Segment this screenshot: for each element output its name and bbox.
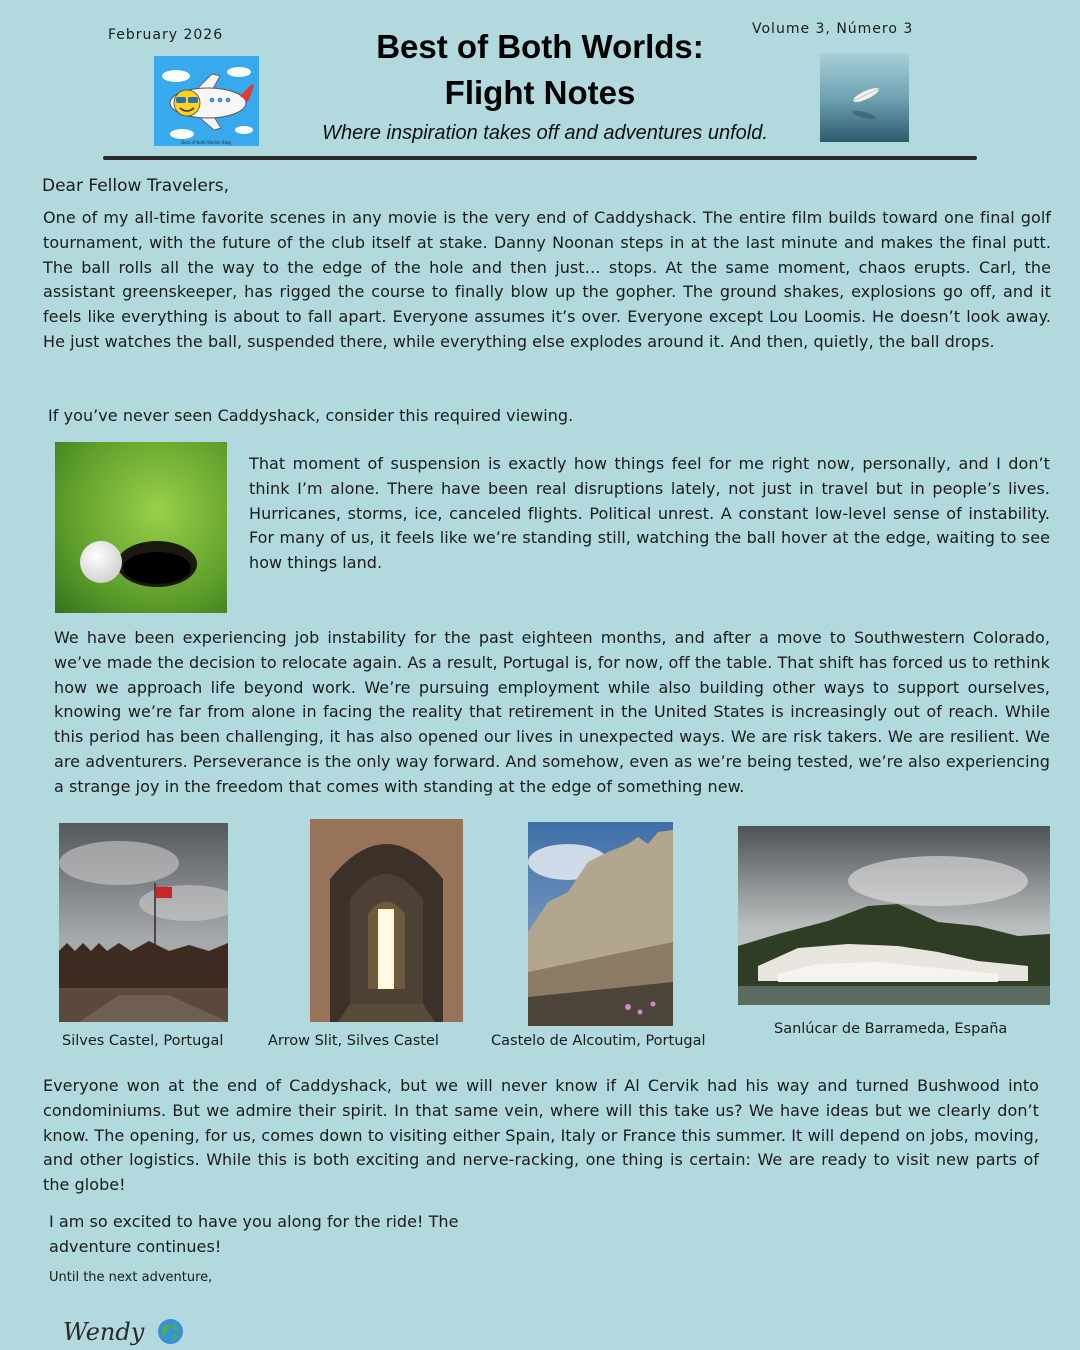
newsletter-title [300,24,780,116]
paragraph-4: We have been experiencing job instability for the past eighteen months, and after a move to Southwestern Colorado, we’ve made the decision to relocate again. As a result, Portugal is, for now, off the table. That shift has forced us to rethink how we approach life beyond work. We’re pursuing employment while also building other ways to support ourselves, knowing we’re far from alone in facing the reality that retirement in the United States is increasingly out of reach. While this period has been challenging, it has also opened our lives in unexpected ways. We are risk takers. We are resilient. We are adventurers. Perseverance is the only way forward. And somehow, even as we’re being tested, we’re also experiencing a strange joy in the freedom that comes with standing at the edge of something new. [54,628,1050,796]
paragraph-3: That moment of suspension is exactly how things feel for me right now, personally, and I don’t think I’m alone. There have been real disruptions lately, not just in travel but in people’s lives. Hurricanes, storms, ice, canceled flights. Political unrest. A constant low-level sense of instability. For many of us, it feels like we’re standing still, watching the ball hover at the edge, waiting to see how things land. [249,454,1050,573]
arrow-slit-photo [310,819,463,1022]
airplane-logo-icon [154,56,259,146]
sanlucar-photo [738,826,1050,1005]
caption-silves-castle: Silves Castel, Portugal [62,1033,224,1049]
caption-alcoutim-castle: Castelo de Alcoutim, Portugal [491,1033,706,1049]
golf-ball-photo [55,442,227,613]
signature: Wendy [63,1318,145,1346]
paragraph-1: One of my all-time favorite scenes in any movie is the very end of Caddyshack. The entire film builds toward one final golf tournament, with the future of the club itself at stake. Danny Noonan steps in at the last minute and makes the final putt. The ball rolls all the way to the edge of the hole and then just… stops. At the same moment, chaos erupts. Carl, the assistant greenskeeper, has rigged the course to finally blow up the gopher. The ground shakes, explosions go off, and it feels like everything is about to fall apart. Everyone assumes it’s over. Everyone except Lou Loomis. He doesn’t look away. He just watches the ball, suspended there, while everything else explodes around it. And then, quietly, the ball drops. [43,208,1051,351]
paragraph-6: I am so excited to have you along for the ride! The adventure continues! [49,1212,459,1256]
title-line-1: Best of Both Worlds: [376,28,704,65]
paragraph-5: Everyone won at the end of Caddyshack, but we will never know if Al Cervik had his way and turned Bushwood into condominiums. But we admire their spirit. In that same vein, where will this take us? We have ideas but we clearly don’t know. The opening, for us, comes down to visiting either Spain, Italy or France this summer. It will depend on jobs, moving, and other logistics. While this is both exciting and nerve-racking, one thing is certain: We are ready to visit new parts of the globe! [43,1076,1039,1195]
logo-caption: Best of Both Worlds Blog [181,140,231,145]
title-line-2: Flight Notes [444,74,636,111]
volume-number: Volume 3, Número 3 [752,21,914,37]
paragraph-2: If you’ve never seen Caddyshack, consider this required viewing. [48,406,574,425]
alcoutim-castle-photo [528,822,673,1026]
signoff: Until the next adventure, [49,1270,213,1285]
greeting: Dear Fellow Travelers, [42,176,230,196]
issue-date: February 2026 [108,27,224,43]
silves-castle-photo [59,823,228,1022]
tagline: Where inspiration takes off and adventures unfold. [322,122,768,144]
caption-sanlucar: Sanlúcar de Barrameda, España [774,1021,1008,1037]
header-divider [103,156,977,160]
globe-icon [157,1318,184,1345]
caption-arrow-slit: Arrow Slit, Silves Castel [268,1033,439,1049]
feather-icon [820,53,909,142]
